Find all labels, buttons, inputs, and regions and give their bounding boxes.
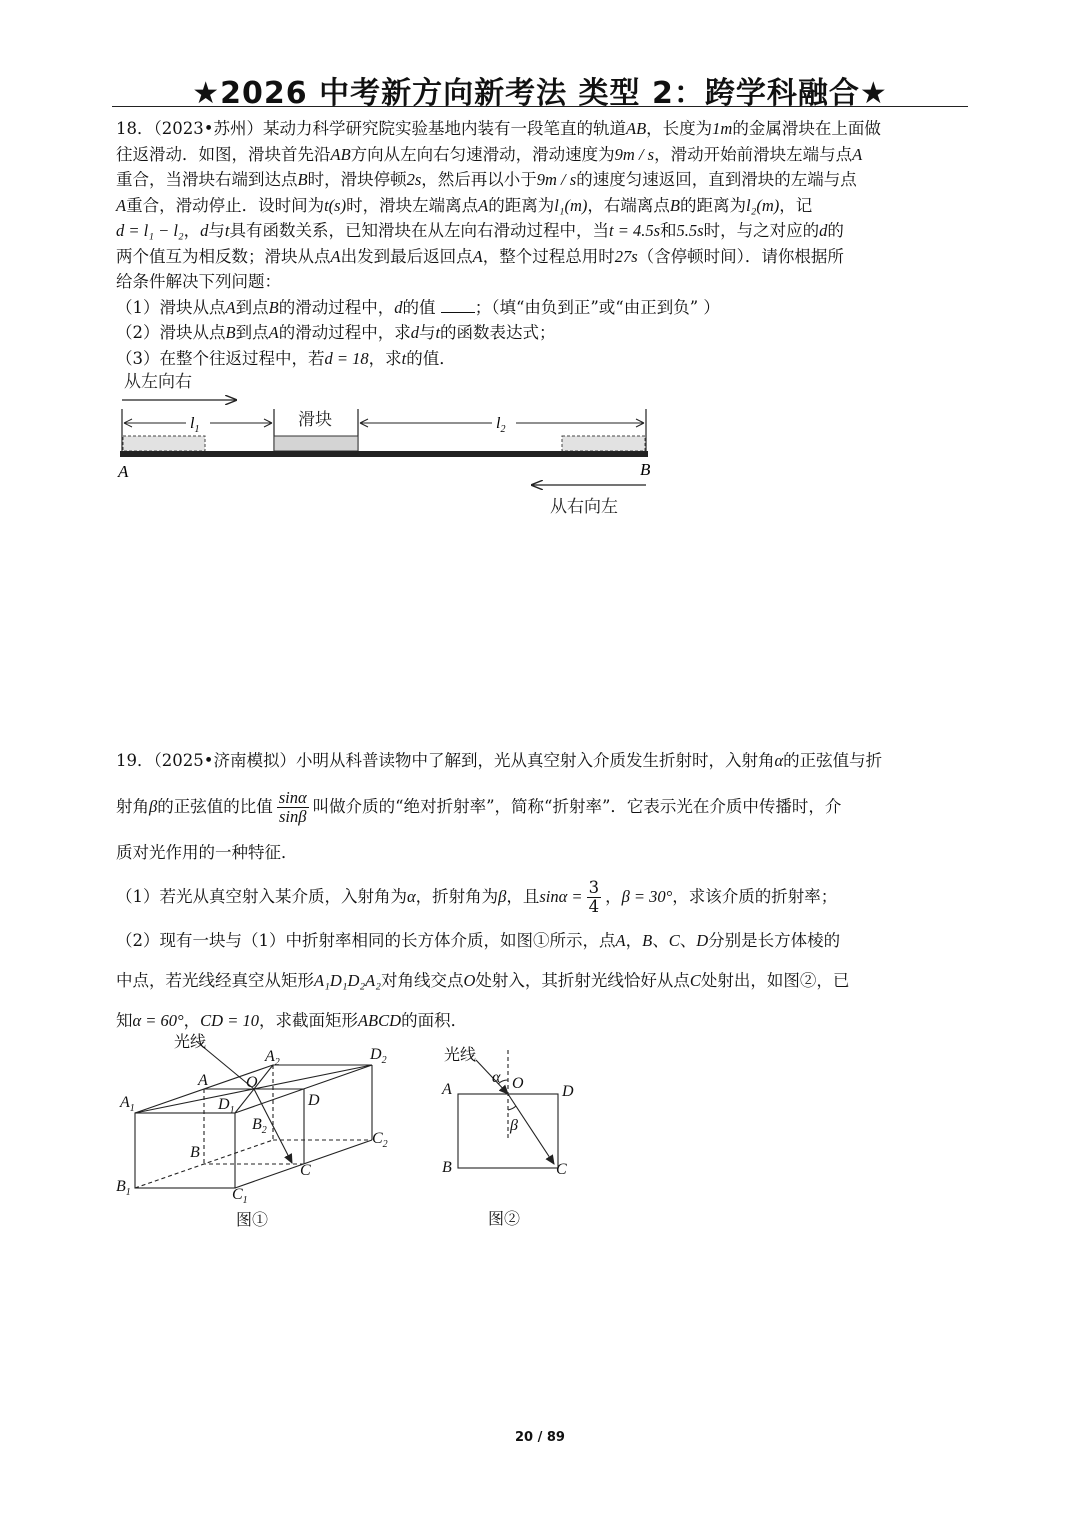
label-b: B	[442, 1159, 452, 1176]
label-d1: $D_1$	[218, 1096, 235, 1116]
q18-line-2: 往返滑动．如图，滑块首先沿AB方向从左向右匀速滑动，滑动速度为9m / s，滑动开始前滑块左端与点A	[116, 144, 863, 164]
point-a: A	[118, 462, 129, 481]
figure-2-caption: 图②	[488, 1211, 521, 1228]
q19-line-2: 射角β的正弦值的比值 $\frac{\sin\alpha}{\sin\beta}$ 叫做介质的“绝对折射率”，简称“折射率”．它表示光在介质中传播时，介	[116, 788, 842, 826]
label-a: A	[198, 1072, 208, 1089]
q18-part-2: （2）滑块从点B到点A的滑动过程中，求d与t的函数表达式；	[116, 323, 556, 342]
label-c1: $C_1$	[232, 1186, 248, 1206]
question-19	[116, 741, 966, 1041]
question-18	[116, 116, 966, 371]
label-o: O	[512, 1075, 524, 1092]
figure-1-caption: 图①	[236, 1212, 269, 1229]
q19-line-1: 19．（2025•济南模拟）小明从科普读物中了解到，光从真空射入介质发生折射时，入射角α的正弦值与折	[116, 751, 883, 770]
label-b: B	[190, 1144, 200, 1161]
label-b2: $B_2$	[252, 1116, 267, 1136]
label-right-to-left: 从右向左	[550, 497, 618, 516]
slider-block	[274, 436, 358, 451]
slider-start-ghost	[123, 436, 205, 451]
slider-end-ghost	[562, 436, 645, 451]
q18-line-1: 18．（2023•苏州）某动力科学研究院实验基地内装有一段笔直的轨道AB，长度为1m的金属滑块在上面做	[116, 119, 881, 138]
q18-line-5: d = l₁ − l₂，d与t具有函数关系，已知滑块在从左向右滑动过程中，当t = 4.5s和5.5s时，与之对应的d的	[116, 221, 844, 240]
label-a: A	[442, 1081, 452, 1098]
track-ab	[120, 451, 648, 457]
header-rule	[112, 106, 968, 107]
q19-part-1: （1）若光从真空射入某介质，入射角为α，折射角为β，且sinα = $\frac{3}{4}$ ，β = 30°，求该介质的折射率；	[116, 878, 838, 916]
q18-track-figure	[110, 365, 670, 525]
q18-line-4: A重合，滑动停止．设时间为t(s)时，滑块左端离点A的距离为l₁(m)，右端离点B的距离为l₂(m)，记	[116, 195, 813, 215]
label-d2: $D_2$	[370, 1046, 387, 1066]
label-b1: $B_1$	[116, 1178, 131, 1198]
label-a1: $A_1$	[120, 1094, 135, 1114]
q19-part-2-cont: 中点，若光线经真空从矩形A₁D₁D₂A₂对角线交点O处射入，其折射光线恰好从点C处射出，如图②，已	[116, 971, 850, 990]
label-c2: $C_2$	[372, 1130, 388, 1150]
q19-part-2: （2）现有一块与（1）中折射率相同的长方体介质，如图①所示，点A，B、C、D分别是长方体棱的	[116, 931, 841, 950]
q19-figure-2-section	[436, 1040, 596, 1235]
q18-line-6: 两个值互为相反数；滑块从点A出发到最后返回点A，整个过程总用时27s（含停顿时间）．请你根据所	[116, 246, 844, 266]
label-left-to-right: 从左向右	[124, 372, 192, 391]
label-o: O	[246, 1074, 258, 1091]
label-a2: $A_2$	[265, 1048, 280, 1068]
l2-label: $l_2$	[496, 415, 506, 435]
page-header: ★2026 中考新方向新考法 类型 2：跨学科融合★	[192, 76, 888, 111]
light-label: 光线	[444, 1047, 477, 1064]
answer-blank[interactable]	[441, 298, 475, 313]
q19-line-3: 质对光作用的一种特征．	[116, 843, 298, 862]
label-c: C	[300, 1162, 311, 1179]
refraction-fraction: $\frac{\sin\alpha}{\sin\beta}$	[278, 788, 307, 826]
q19-figure-1-cuboid	[108, 1025, 408, 1235]
label-c: C	[556, 1161, 567, 1178]
label-alpha: α	[492, 1069, 501, 1086]
point-b: B	[640, 460, 651, 479]
slider-label: 滑块	[298, 410, 332, 429]
label-d: D	[562, 1083, 574, 1100]
q18-line-7: 给条件解决下列问题：	[116, 272, 281, 291]
label-beta: β	[510, 1117, 518, 1134]
three-quarters-fraction: $\frac{3}{4}$	[588, 878, 600, 916]
q18-line-3: 重合，当滑块右端到达点B时，滑块停顿2s，然后再以小于9m / s的速度匀速返回，直到滑块的左端与点	[116, 170, 857, 189]
l1-label: $l_1$	[190, 415, 200, 435]
label-d: D	[308, 1092, 320, 1109]
q19-part-2-end: 知α = 60°，CD = 10，求截面矩形ABCD的面积．	[116, 1011, 468, 1030]
page-number: 20 / 89	[515, 1430, 565, 1445]
q18-part-1: （1）滑块从点A到点B的滑动过程中，d的值 ；（填“由负到正”或“由正到负” ）	[116, 297, 720, 317]
light-label: 光线	[174, 1034, 207, 1051]
q18-part-3: （3）在整个往返过程中，若d = 18，求t的值．	[116, 348, 456, 368]
